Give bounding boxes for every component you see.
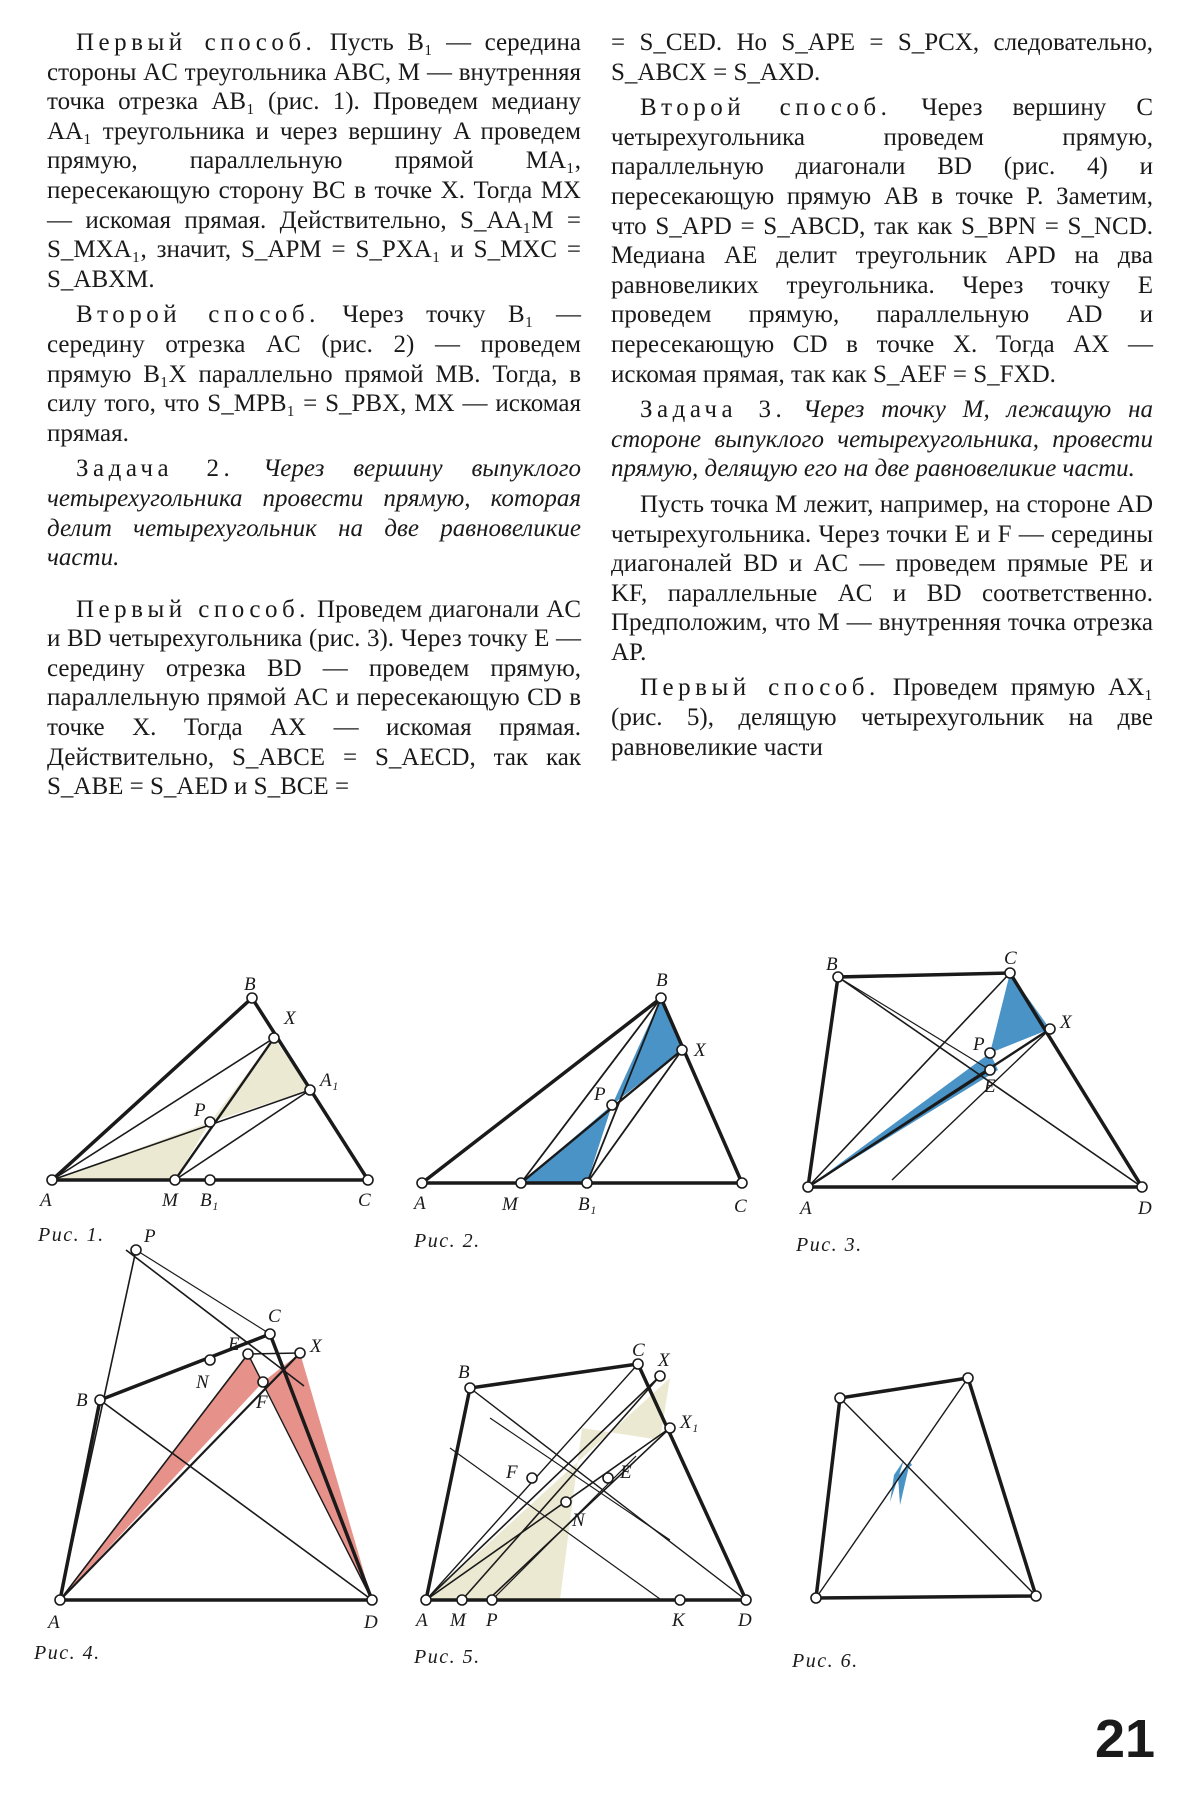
point-label: D	[738, 1610, 752, 1631]
median-ae	[60, 1354, 248, 1600]
point	[265, 1329, 275, 1339]
point-label: F	[506, 1462, 518, 1483]
point-label: X₁	[680, 1412, 699, 1433]
shaded-region	[60, 1354, 263, 1600]
point	[603, 1473, 613, 1483]
segment-pc	[136, 1250, 270, 1334]
point-label: M	[450, 1610, 466, 1631]
figure-5	[400, 1340, 770, 1640]
point	[305, 1085, 315, 1095]
point	[55, 1595, 65, 1605]
figure-caption: Рис. 6.	[792, 1650, 859, 1672]
task-statement	[47, 454, 581, 572]
point-label: P	[194, 1100, 206, 1121]
point	[561, 1497, 571, 1507]
paragraph-text: = S_CED. Но S_APE = S_PCX, следовательно, S_ABCX = S_AXD.	[611, 29, 1153, 86]
point	[803, 1182, 813, 1192]
figure-3-drawing	[780, 940, 1180, 1230]
figure-5-drawing	[400, 1340, 770, 1640]
paragraph-heading: Первый способ.	[76, 595, 310, 623]
point-label: A	[414, 1193, 426, 1214]
figure-6-lines	[816, 1378, 1036, 1598]
point	[665, 1423, 675, 1433]
shaded-region	[426, 1378, 670, 1600]
point	[655, 1371, 665, 1381]
point	[269, 1033, 279, 1043]
point	[741, 1595, 751, 1605]
point	[985, 1048, 995, 1058]
point	[582, 1178, 592, 1188]
task-statement	[611, 395, 1153, 484]
median-line	[808, 1070, 990, 1187]
point	[1137, 1182, 1147, 1192]
point-label: C	[268, 1306, 281, 1327]
point-label: B	[76, 1390, 88, 1411]
point	[457, 1595, 467, 1605]
point	[47, 1175, 57, 1185]
point-label: A	[416, 1610, 428, 1631]
point	[737, 1178, 747, 1188]
point	[95, 1395, 105, 1405]
figure-6-points	[811, 1373, 1041, 1603]
answer-line	[60, 1353, 300, 1600]
point-label: P	[594, 1084, 606, 1105]
point-label: E	[620, 1462, 632, 1483]
point-label: X	[284, 1008, 296, 1029]
figure-3	[780, 940, 1180, 1230]
figure-caption: Рис. 5.	[414, 1646, 481, 1668]
point-label: P	[486, 1610, 498, 1631]
point-label: A₁	[320, 1070, 339, 1091]
figure-4	[0, 1220, 400, 1640]
point-label: P	[973, 1034, 985, 1055]
point-label: X	[310, 1336, 322, 1357]
point-label: E	[228, 1334, 240, 1355]
figure-6	[790, 1350, 1170, 1650]
figure-3-lines	[808, 973, 1142, 1187]
figure-2	[400, 950, 770, 1230]
point	[985, 1065, 995, 1075]
point	[675, 1595, 685, 1605]
point	[421, 1595, 431, 1605]
point	[487, 1595, 497, 1605]
paragraph	[611, 93, 1153, 389]
task-text: Через вершину выпуклого четырехугольника провести прямую, которая делит четырехугольник на две равновеликие части.	[47, 455, 581, 572]
point-label: K	[672, 1610, 685, 1631]
point	[677, 1045, 687, 1055]
point-label: D	[1138, 1198, 1152, 1219]
point-label: M	[162, 1190, 178, 1211]
figure-6-drawing	[790, 1350, 1170, 1650]
point	[295, 1348, 305, 1358]
paragraph-heading: Второй способ.	[76, 301, 320, 329]
parallel-line	[892, 1029, 1050, 1180]
point-label: X	[694, 1040, 706, 1061]
page-number: 21	[1095, 1709, 1156, 1769]
shaded-region	[808, 1053, 998, 1187]
paragraph-heading: Первый способ.	[640, 674, 880, 702]
shaded-region	[263, 1353, 372, 1600]
point-label: C	[358, 1190, 371, 1211]
point	[170, 1175, 180, 1185]
point	[205, 1355, 215, 1365]
point-label: X	[658, 1350, 670, 1371]
point	[258, 1377, 268, 1387]
point-label: N	[196, 1372, 209, 1393]
figure-1-drawing	[0, 950, 400, 1230]
point	[417, 1178, 427, 1188]
figure-4-drawing	[0, 1220, 400, 1640]
point-label: X	[1060, 1012, 1072, 1033]
task-heading: Задача 3.	[640, 396, 787, 424]
paragraph	[47, 28, 581, 294]
point-label: B₁	[200, 1190, 219, 1211]
paragraph-heading: Второй способ.	[640, 94, 892, 122]
point	[516, 1178, 526, 1188]
figure-caption: Рис. 4.	[34, 1642, 101, 1664]
paragraph-text: Пусть точка M лежит, например, на стороне AD четырехугольника. Через точки E и F — середины диагоналей BD и AC — проведем прямые PE и KF, параллельные AC и BD соответственно. Предположим, что M — внутренняя точка отрезка AP.	[611, 490, 1153, 666]
point	[205, 1175, 215, 1185]
paragraph-text: Проведем диагонали AC и BD четырехугольника (рис. 3). Через точку E — середину отрезка BD — проведем прямую, параллельную прямой AC и пересекающую CD в точке X. Тогда AX — искомая прямая. Действительно, S_ABCE = S_AECD, так как S_ABE = S_AED и S_BCE =	[47, 595, 582, 801]
point-label: B₁	[578, 1194, 597, 1215]
paragraph	[611, 28, 1153, 87]
point-label: C	[632, 1340, 645, 1361]
point-label: N	[572, 1510, 585, 1531]
point-label: A	[40, 1190, 52, 1211]
paragraph-heading: Первый способ.	[76, 29, 317, 56]
point	[835, 1393, 845, 1403]
answer-line	[175, 1038, 274, 1180]
quadrilateral-abcd	[816, 1378, 1036, 1598]
point	[527, 1473, 537, 1483]
figure-caption: Рис. 2.	[414, 1230, 481, 1252]
point	[465, 1383, 475, 1393]
point	[243, 1349, 253, 1359]
segment-ex	[248, 1353, 300, 1354]
right-text-column	[611, 28, 1153, 768]
point-label: B	[656, 970, 668, 991]
point	[205, 1117, 215, 1127]
point-label: A	[800, 1198, 812, 1219]
segment-line	[838, 977, 990, 1070]
figure-1	[0, 950, 400, 1230]
point	[811, 1593, 821, 1603]
point	[1005, 968, 1015, 978]
point	[656, 993, 666, 1003]
paragraph-text: Пусть B₁ — середина стороны AC треугольника ABC, M — внутренняя точка отрезка AB₁ (рис. 1). Проведем медиану AA₁ треугольника и через вершину A проведем прямую, параллельную прямой MA₁, пересекающую сторону BC в точке X. Тогда MX — искомая прямая. Действительно, S_AA₁M = S_MXA₁, значит, S_APM = S_PXA₁ и S_MXC = S_ABXM.	[47, 29, 581, 293]
point-label: C	[734, 1196, 747, 1217]
figure-2-drawing	[400, 950, 770, 1230]
paragraph-text: Проведем прямую AX₁ (рис. 5), делящую четырехугольник на две равновеликие части	[611, 674, 1153, 761]
point-label: F	[256, 1392, 268, 1413]
line-ap	[60, 1250, 136, 1600]
point-label: D	[364, 1612, 378, 1633]
point-label: B	[826, 954, 838, 975]
task-text: Через точку M, лежащую на стороне выпуклого четырехугольника, провести прямую, делящую его на две равновеликие части.	[611, 396, 1154, 483]
point	[131, 1245, 141, 1255]
left-text-column	[47, 28, 581, 808]
paragraph	[47, 300, 581, 448]
point-label: P	[144, 1226, 156, 1247]
shaded-region	[612, 998, 682, 1105]
paragraph	[47, 595, 581, 802]
point	[1031, 1591, 1041, 1601]
point	[607, 1100, 617, 1110]
point	[1045, 1024, 1055, 1034]
point-label: C	[1004, 948, 1017, 969]
paragraph	[611, 673, 1153, 762]
point	[363, 1175, 373, 1185]
paragraph-text: Через точку B₁ — середину отрезка AC (рис. 2) — проведем прямую B₁X параллельно прямой MB. Тогда, в силу того, что S_MPB₁ = S_PBX, MX — искомая прямая.	[47, 301, 582, 447]
paragraph-text: Через вершину C четырехугольника проведем прямую, параллельную диагонали BD (рис. 4) и пересекающую прямую AB в точке P. Заметим, что S_APD = S_ABCD, так как S_BPN = S_NCD. Медиана AE делит треугольник APD на два равновеликих треугольника. Через точку E проведем прямую, параллельную AD и пересекающую CD в точке X. Тогда AX — искомая прямая, так как S_AEF = S_FXD.	[611, 94, 1153, 388]
point	[963, 1373, 973, 1383]
paragraph	[611, 490, 1153, 668]
point-label: A	[48, 1612, 60, 1633]
point-label: B	[244, 974, 256, 995]
point-label: E	[984, 1076, 996, 1097]
point-label: B	[458, 1362, 470, 1383]
figure-caption: Рис. 3.	[796, 1234, 863, 1256]
point	[367, 1595, 377, 1605]
figure-caption: Рис. 1.	[38, 1224, 105, 1246]
task-heading: Задача 2.	[76, 455, 235, 483]
point-label: M	[502, 1194, 518, 1215]
